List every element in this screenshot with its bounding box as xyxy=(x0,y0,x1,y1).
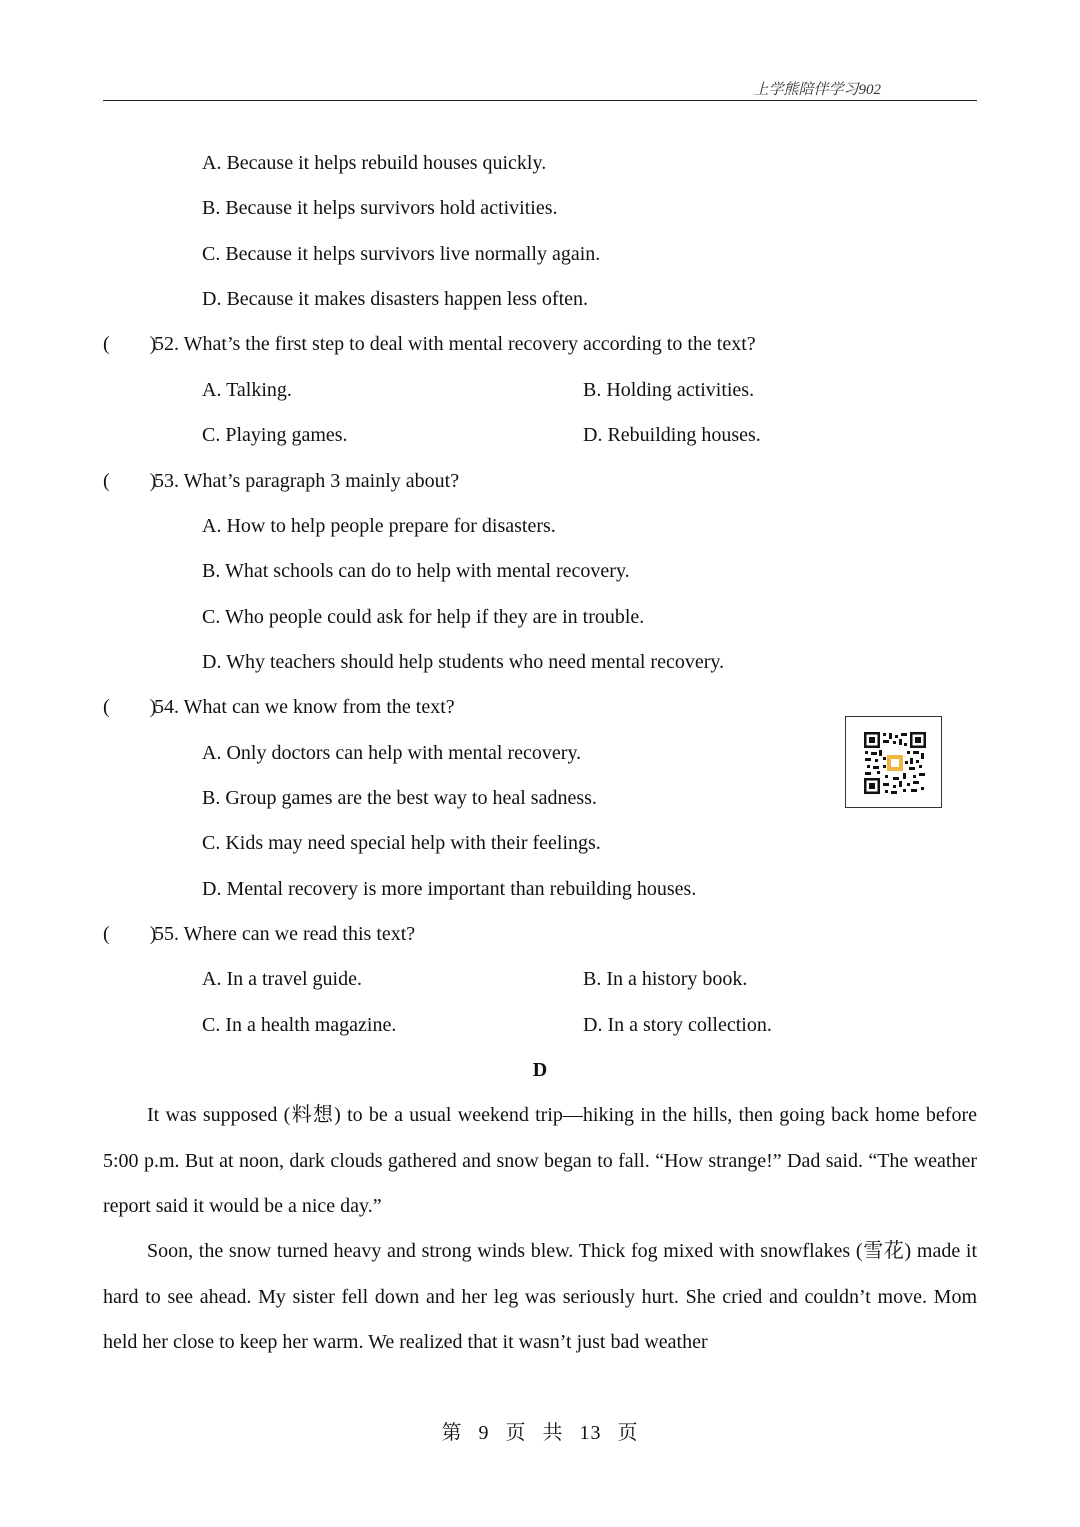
section-d-paragraph-2: Soon, the snow turned heavy and strong winds blew. Thick fog mixed with snowflakes (雪花) made it hard to see ahead. My sister fell down and her leg was seriously hurt. She cried and couldn’t move. Mom held her close to keep her warm. We realized that it wasn’t just bad weather xyxy=(103,1240,977,1353)
qr-code[interactable] xyxy=(845,716,942,808)
q53-question: 53. What’s paragraph 3 mainly about? xyxy=(154,470,460,492)
section-d-paragraph-1: It was supposed (料想) to be a usual weekend trip—hiking in the hills, then going back home before 5:00 p.m. But at noon, dark clouds gathered and snow began to fall. “How strange!” Dad said. “The weather report said it would be a nice day.” xyxy=(103,1104,977,1217)
q52-option-b: B. Holding activities. xyxy=(583,379,755,401)
q52-answer-bracket[interactable]: ( ) xyxy=(103,333,157,355)
footer-mid1: 页 xyxy=(505,1422,527,1444)
q53-answer-bracket[interactable]: ( ) xyxy=(103,470,157,492)
footer-mid2: 共 xyxy=(542,1422,564,1444)
q51-option-c: C. Because it helps survivors live normally again. xyxy=(202,243,601,265)
page-footer xyxy=(0,1420,1080,1446)
q54-option-a: A. Only doctors can help with mental recovery. xyxy=(202,742,582,764)
q52-option-a: A. Talking. xyxy=(202,379,292,401)
q51-option-d: D. Because it makes disasters happen less often. xyxy=(202,288,589,310)
q55-option-b: B. In a history book. xyxy=(583,968,748,990)
q51-option-b: B. Because it helps survivors hold activities. xyxy=(202,197,558,219)
footer-suffix: 页 xyxy=(617,1422,639,1444)
q52-option-d: D. Rebuilding houses. xyxy=(583,424,761,446)
q54-answer-bracket[interactable]: ( ) xyxy=(103,696,157,718)
q54-option-b: B. Group games are the best way to heal sadness. xyxy=(202,787,597,809)
header-text: 上学熊陪伴学习902 xyxy=(753,82,881,98)
q54-option-d: D. Mental recovery is more important than rebuilding houses. xyxy=(202,878,697,900)
q55-option-c: C. In a health magazine. xyxy=(202,1014,397,1036)
q52-question: 52. What’s the first step to deal with mental recovery according to the text? xyxy=(154,333,756,355)
q53-option-c: C. Who people could ask for help if they are in trouble. xyxy=(202,606,645,628)
q53-option-a: A. How to help people prepare for disasters. xyxy=(202,515,556,537)
q51-option-a: A. Because it helps rebuild houses quickly. xyxy=(202,152,547,174)
q52-option-c: C. Playing games. xyxy=(202,424,348,446)
q55-option-d: D. In a story collection. xyxy=(583,1014,772,1036)
q55-question: 55. Where can we read this text? xyxy=(154,923,416,945)
qr-code-icon xyxy=(863,731,927,795)
footer-page-number: 9 xyxy=(478,1422,490,1444)
footer-total-pages: 13 xyxy=(579,1422,602,1444)
q55-answer-bracket[interactable]: ( ) xyxy=(103,923,157,945)
q53-option-b: B. What schools can do to help with mental recovery. xyxy=(202,560,630,582)
q53-option-d: D. Why teachers should help students who need mental recovery. xyxy=(202,651,725,673)
q54-question: 54. What can we know from the text? xyxy=(154,696,455,718)
section-d-title: D xyxy=(532,1059,548,1081)
q55-option-a: A. In a travel guide. xyxy=(202,968,362,990)
footer-prefix: 第 xyxy=(441,1422,463,1444)
page-header xyxy=(103,76,977,101)
q54-option-c: C. Kids may need special help with their feelings. xyxy=(202,832,601,854)
